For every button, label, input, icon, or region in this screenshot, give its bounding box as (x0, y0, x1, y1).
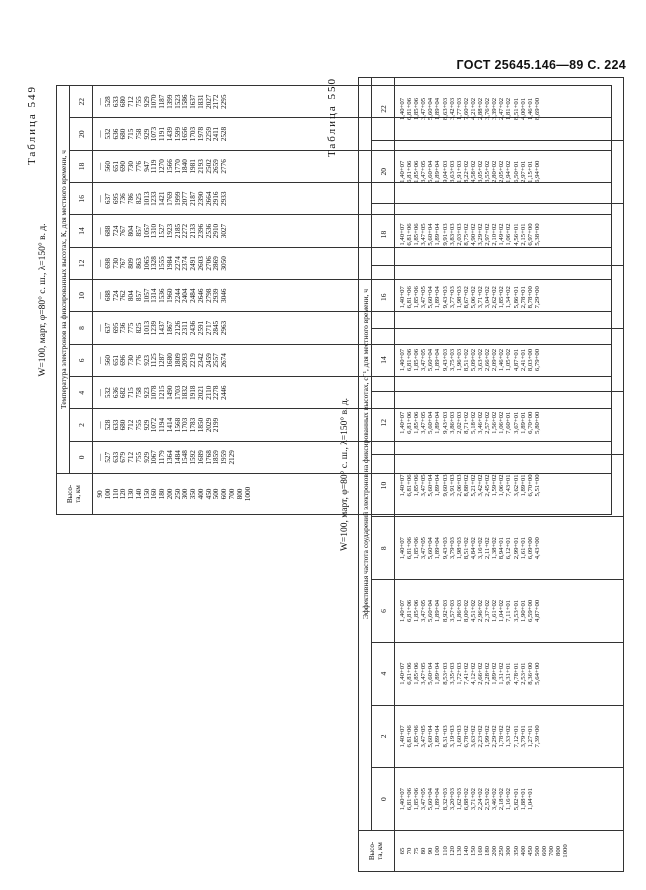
table-550 (358, 77, 624, 872)
value-column: 1,40+07 6,81+06 1,85+06 3,47+05 5,60+04 1,89+04 9,43+03 3,77+03 1,98+03 8,67+02 5,06+02 3,71+02 3,04+02 2,62+02 1,85+02 1,34+02 5,86+01 2,78+01 8,78+00 7,29+00 (395, 266, 624, 329)
value-column: 1,40+07 6,81+06 1,85+06 3,47+05 5,60+04 1,89+04 9,91+03 3,83+03 2,03+03 8,75+02 4,90+02 3,29+02 2,97+02 2,10+02 1,49+02 1,06+02 4,56+01 2,15+01 6,97+00 5,38+00 (395, 203, 624, 266)
table-549-condition: W=100, март, φ=80° с. ш., λ=150° в. д. (38, 223, 48, 377)
hour-header: 4 (70, 377, 93, 409)
table-549-corner: Высо- та, км (57, 474, 93, 515)
table-550-condition: W=100, март, φ=80° с. ш., λ=150° в. д. (340, 397, 350, 552)
value-column: — 637 695 736 786 825 1013 1233 1421 1769 1999 2077 2187 2390 2664 2916 2933 (93, 183, 612, 215)
hour-header: 12 (70, 247, 93, 279)
value-column: — 532 636 680 715 758 929 1073 1191 1439 1599 1656 1703 1978 2259 2411 2528 (93, 118, 612, 150)
hour-header: 22 (70, 86, 93, 118)
value-column: — 560 651 690 730 776 947 1119 1270 1566 1770 1840 1981 2193 2502 2659 2776 (93, 150, 612, 182)
hour-header: 8 (372, 517, 395, 580)
hour-header: 10 (372, 454, 395, 517)
hour-header: 10 (70, 280, 93, 312)
page-header: ГОСТ 25645.146—89 С. 224 (456, 58, 626, 72)
hour-header: 18 (70, 150, 93, 182)
value-column: 1,40+07 6,81+06 1,85+06 3,47+05 5,60+04 1,89+04 8,63+03 3,42+03 1,77+03 7,60+02 4,21+02 2,88+02 3,76+02 3,39+02 2,47+02 1,81+02 8,51+01 4,00+01 1,46+01 8,69+00 (395, 78, 624, 141)
hour-header: 8 (70, 312, 93, 344)
hour-header: 16 (70, 183, 93, 215)
value-column: — 637 695 736 775 825 1013 1239 1437 1867 2126 2311 2436 2591 2717 2845 2963 (93, 312, 612, 344)
value-column: 1,40+07 6,81+06 1,85+06 3,47+05 5,60+04 1,89+04 8,32+03 3,20+03 1,62+03 6,88+02 3,71+02 2,24+02 2,53+02 3,46+02 2,18+02 1,16+02 5,82+01 1,88+01 1,04+01 (395, 768, 624, 831)
hour-header: 0 (372, 768, 395, 831)
value-column: 1,40+07 6,81+06 1,85+06 3,47+05 5,60+04 1,89+04 9,60+03 3,91+03 2,06+03 8,88+02 5,21+02 3,42+02 2,45+02 1,59+02 1,06+02 7,43+01 3,62+01 1,89+01 6,70+00 5,51+00 (395, 454, 624, 517)
value-column: — 532 636 682 715 758 923 1078 1215 1490 1703 1832 1918 2021 2110 2278 2446 (93, 377, 612, 409)
hour-header: 12 (372, 391, 395, 454)
height-column: 90 100 110 120 130 140 150 160 180 200 250 300 350 400 450 500 600 700 800 1000 (93, 474, 612, 515)
value-column: — 688 724 767 804 857 1057 1310 1527 1923 2185 2272 2133 2396 2536 2910 3027 (93, 215, 612, 247)
hour-header: 6 (70, 344, 93, 376)
table-550-caption: Эффективная частота соударений электронов на фиксированных высотах, с⁻¹, для местного времени, ч (359, 78, 372, 831)
value-column: — 688 724 762 804 857 1057 1314 1536 1960 2244 2404 2484 2646 2798 2939 3046 (93, 280, 612, 312)
hour-header: 16 (372, 266, 395, 329)
hour-header: 20 (70, 118, 93, 150)
hour-header: 18 (372, 203, 395, 266)
value-column: 1,40+07 6,81+06 1,85+06 3,47+05 5,60+04 1,89+04 8,31+03 3,19+03 1,60+03 6,78+02 3,63+02 2,23+02 1,99+02 2,29+02 1,78+02 1,33+02 7,12+01 3,79+01 1,27+01 7,39+00 (395, 705, 624, 768)
value-column: 1,40+07 6,81+06 1,85+06 3,47+05 5,60+04 1,89+04 9,04+03 3,63+03 1,91+03 8,22+02 4,58+02 3,05+02 3,55+02 2,80+02 2,05+02 1,94+02 6,50+01 2,97+01 1,15+01 6,94+00 (395, 140, 624, 203)
table-549-caption: Температура электронов на фиксированных высотах, К, для местного времени, ч (57, 86, 70, 474)
value-column: 1,40+07 6,81+06 1,85+06 3,47+05 5,60+04 1,89+04 9,43+03 3,79+03 1,98+03 8,51+02 4,84+02 3,16+02 2,11+02 1,38+02 8,94+01 6,12+01 2,99+01 1,61+01 6,09+00 4,43+00 (395, 517, 624, 580)
hour-header: 14 (372, 329, 395, 392)
hour-header: 2 (372, 705, 395, 768)
height-column: 65 70 75 80 90 100 110 120 130 140 150 160 180 200 250 300 350 400 450 500 600 700 800 1000 (395, 831, 624, 872)
value-column: — 560 651 696 730 776 923 1125 1287 1680 1809 2093 2219 2342 2459 2557 2674 (93, 344, 612, 376)
hour-header: 4 (372, 642, 395, 705)
value-column: 1,40+07 6,81+06 1,85+06 3,47+05 5,60+04 1,89+04 8,53+03 3,35+03 1,72+03 7,41+02 4,12+02 2,66+02 2,28+02 1,89+02 1,31+02 9,31+01 4,78+01 2,53+01 8,36+00 5,64+00 (395, 642, 624, 705)
value-column: — 528 633 680 712 755 929 1072 1194 1414 1568 1703 1783 1850 2029 2199 (93, 409, 612, 441)
value-column: — 528 633 680 712 755 929 1070 1187 1399 1523 1586 1637 1831 2027 2172 2295 (93, 86, 612, 118)
table-550-corner: Высо- та, км (359, 831, 395, 872)
value-column: — 698 730 767 809 863 1065 1328 1555 1984 2274 2374 2491 2603 2706 2869 3050 (93, 247, 612, 279)
hour-header: 20 (372, 140, 395, 203)
table-550-hours-row (372, 78, 395, 872)
table-550-label: Таблица 550 (326, 77, 338, 158)
value-column: 1,40+07 6,81+06 1,85+06 3,47+05 5,60+04 1,89+04 9,43+03 3,86+03 2,02+03 8,71+02 5,18+02 3,46+02 2,57+02 1,56+02 1,06+02 7,60+01 3,67+01 1,89+01 6,70+00 5,80+00 (395, 391, 624, 454)
table-549-hours-row (70, 86, 93, 515)
value-column: — 527 633 679 712 755 929 1067 1179 1364 1484 1548 1592 1689 1768 1859 1959 2129 (93, 441, 612, 473)
hour-header: 6 (372, 580, 395, 643)
hour-header: 22 (372, 78, 395, 141)
hour-header: 0 (70, 441, 93, 473)
value-column: 1,40+07 6,81+06 1,85+06 3,47+05 5,60+04 1,89+04 8,92+03 3,57+03 1,86+03 8,00+02 4,51+02 2,96+02 2,37+02 1,61+02 1,04+02 7,11+01 3,53+01 1,90+01 6,59+00 4,87+00 (395, 580, 624, 643)
hour-header: 2 (70, 409, 93, 441)
table-550-block (326, 77, 626, 872)
hour-header: 14 (70, 215, 93, 247)
table-549-label: Таблица 549 (26, 85, 38, 166)
value-column: 1,40+07 6,81+06 1,85+06 3,47+05 5,60+04 1,89+04 9,43+03 3,75+03 1,96+03 8,51+02 5,09+02 3,63+02 2,66+02 2,09+02 1,46+02 1,05+02 4,87+01 2,41+01 8,03+00 6,79+00 (395, 329, 624, 392)
